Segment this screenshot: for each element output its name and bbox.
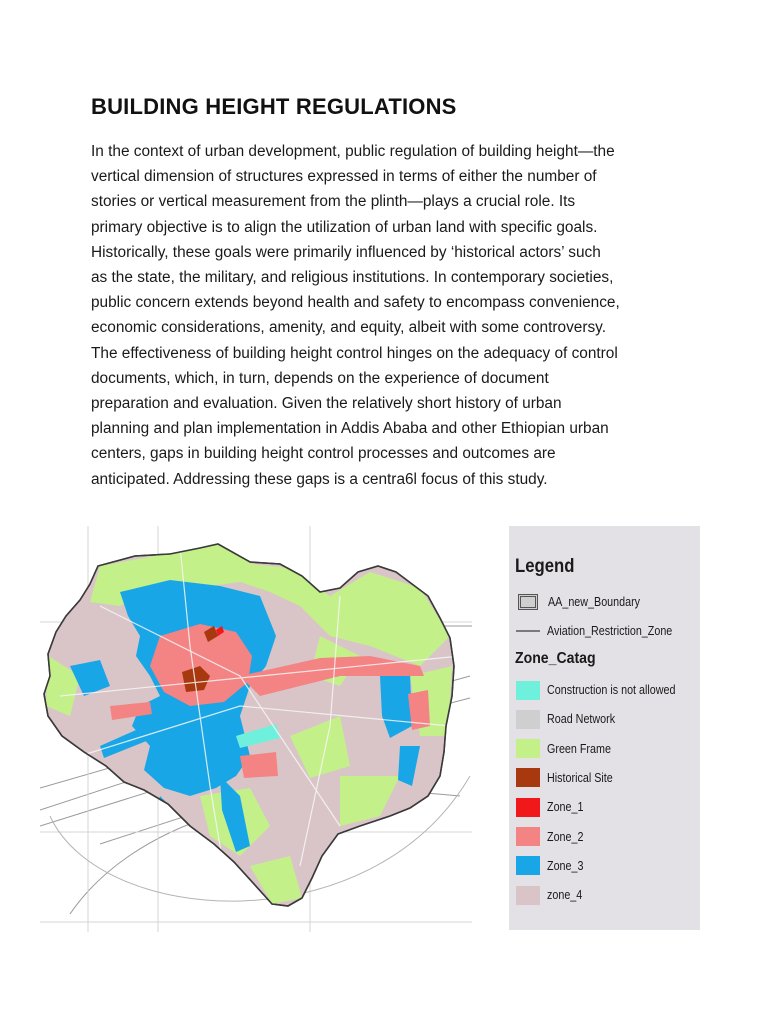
- paragraph-line: planning and plan implementation in Addis Ababa and other Ethiopian urban: [91, 420, 609, 438]
- paragraph-line: vertical dimension of structures expressed in terms of either the number of: [91, 168, 597, 186]
- legend-label: Zone_1: [547, 800, 584, 815]
- zone-color-swatch: [516, 710, 540, 729]
- legend-item-zone: [516, 680, 696, 700]
- map-legend: [509, 526, 700, 930]
- zone-color-swatch: [516, 739, 540, 758]
- paragraph-line: Historically, these goals were primarily influenced by ‘historical actors’ such: [91, 243, 601, 261]
- legend-label: Zone_2: [547, 829, 584, 844]
- paragraph-line: as the state, the military, and religious institutions. In contemporary societies,: [91, 269, 614, 287]
- zoning-map-graphic: [40, 526, 472, 932]
- paragraph-line: economic considerations, amenity, and equity, albeit with some controversy.: [91, 319, 606, 337]
- legend-item-zone: [516, 709, 626, 729]
- paragraph-line: The effectiveness of building height control hinges on the adequacy of control: [91, 344, 618, 362]
- paragraph-line: In the context of urban development, public regulation of building height—the: [91, 143, 615, 160]
- document-title: BUILDING HEIGHT REGULATIONS: [91, 94, 457, 119]
- legend-label: Zone_3: [547, 858, 584, 873]
- legend-item-boundary: [516, 592, 655, 612]
- legend-item-zone: [516, 885, 588, 905]
- legend-label: Green Frame: [547, 741, 611, 756]
- paragraph-line: preparation and evaluation. Given the relatively short history of urban: [91, 395, 562, 413]
- zone-color-swatch: [516, 798, 540, 817]
- paragraph-line: centers, gaps in building height control processes and outcomes are: [91, 445, 556, 463]
- legend-label: zone_4: [547, 888, 583, 903]
- zone-color-swatch: [516, 827, 540, 846]
- legend-label: Aviation_Restriction_Zone: [547, 624, 673, 638]
- legend-item-zone: [516, 827, 589, 847]
- document-paragraph: [91, 139, 686, 492]
- paragraph-line: stories or vertical measurement from the plinth—plays a crucial role. Its: [91, 193, 576, 211]
- boundary-swatch: [518, 594, 538, 610]
- legend-title: Legend: [515, 556, 575, 577]
- zone-color-swatch: [516, 768, 540, 787]
- paragraph-line: public concern extends beyond health and safety to encompass convenience,: [91, 294, 620, 312]
- paragraph-line: anticipated. Addressing these gaps is a centra6l focus of this study.: [91, 470, 548, 488]
- zoning-map-figure: [40, 526, 676, 932]
- zone-color-swatch: [516, 681, 540, 700]
- legend-item-zone: [516, 856, 589, 876]
- legend-item-zone: [516, 768, 623, 788]
- legend-label: AA_new_Boundary: [548, 595, 641, 609]
- legend-subheading: Zone_Catag: [515, 650, 596, 667]
- paragraph-line: documents, which, in turn, depends on the experience of document: [91, 369, 549, 387]
- zone-color-swatch: [516, 856, 540, 875]
- legend-item-aviation: [516, 621, 693, 641]
- legend-item-zone: [516, 739, 621, 759]
- zone-color-swatch: [516, 886, 540, 905]
- legend-label: Historical Site: [547, 770, 613, 785]
- paragraph-line: primary objective is to align the utilization of urban land with specific goals.: [91, 218, 598, 236]
- legend-label: Construction is not allowed: [547, 683, 676, 697]
- legend-label: Road Network: [547, 712, 616, 727]
- zoning-map: [40, 526, 472, 932]
- aviation-line-swatch: [516, 630, 540, 632]
- legend-item-zone: [516, 797, 589, 817]
